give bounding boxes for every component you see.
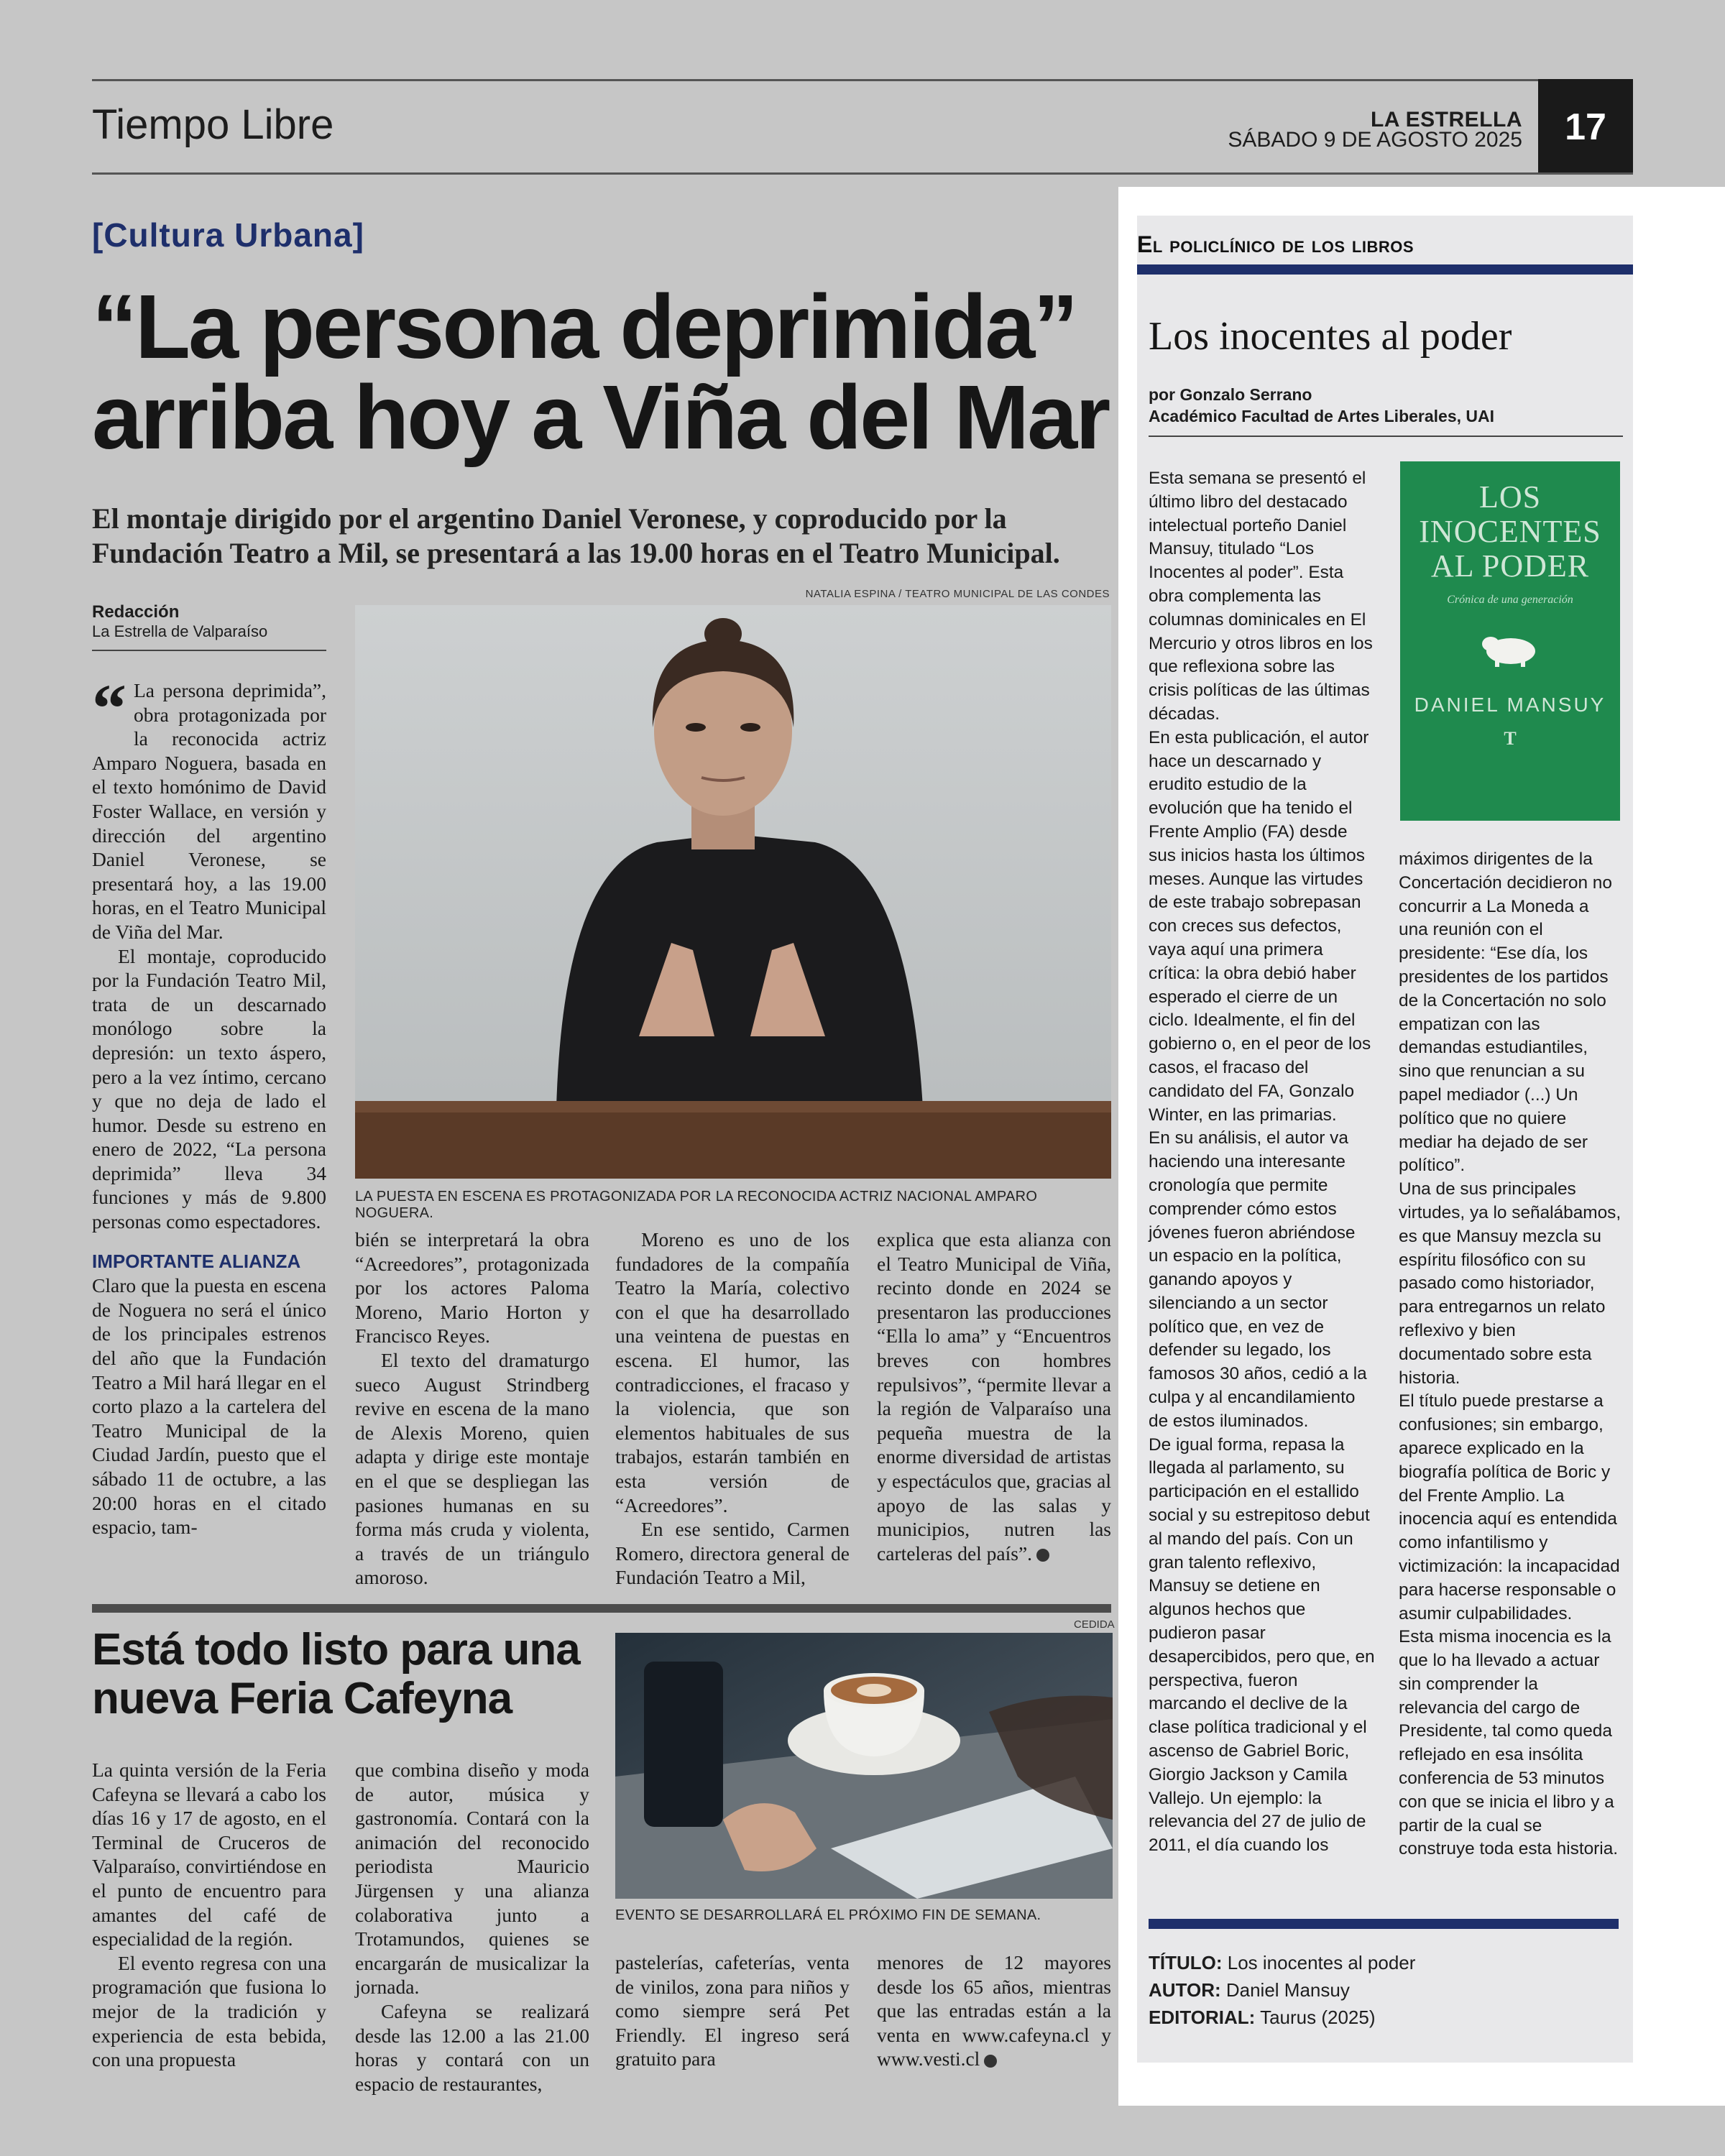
issue-date: SÁBADO 9 DE AGOSTO 2025 (1228, 128, 1522, 152)
coffee-photo (615, 1633, 1113, 1899)
photo-credit: NATALIA ESPINA / TEATRO MUNICIPAL DE LAS CONDES (805, 588, 1110, 600)
paragraph: La persona deprimida”, obra protagonizada por la reconocida actriz Amparo Noguera, basada en el texto homónimo de David Foster Wallace, en versión y dirección del argentino Daniel Veronese, se presentará hoy, a las 19.00 horas, en el Teatro Municipal de Viña del Mar. (92, 679, 326, 943)
byline-rule (92, 650, 326, 651)
book-cover-subtitle: Crónica de una generación (1447, 594, 1573, 606)
info-title-label: TÍTULO: (1149, 1952, 1223, 1973)
review-paragraph: máximos dirigentes de la Concertación decidieron no concurrir a La Moneda a una reunión con el presidente: “Ese día, los presidentes de los partidos de la Concertación no solo empatizan con las demandas estudiantiles, sino que renuncian a su papel mediador (...) Un político que no quiere mediar ha dejado de ser político”. (1399, 849, 1612, 1176)
paragraph: En ese sentido, Carmen Romero, directora general de Fundación Teatro a Mil, (615, 1518, 850, 1589)
header-bottom-rule (92, 172, 1633, 175)
review-paragraph: De igual forma, repasa la llegada al parlamento, su participación en el estallido social y su estrepitoso debut al mando del país. Con un gran talento reflexivo, Mansuy se detiene en algunos hechos que pudieron pasar desapercibidos, pero que, en perspectiva, fueron marcando el declive de la clase política tradicional y el ascenso de Gabriel Boric, Giorgio Jackson y Camila Vallejo. Un ejemplo: la relevancia del 27 de julio de 2011, el día cuando los (1149, 1434, 1375, 1856)
lamb-icon (1478, 628, 1542, 668)
article-kicker: [Cultura Urbana] (92, 216, 364, 254)
review-author: por Gonzalo Serrano (1149, 385, 1312, 404)
review-rule (1149, 436, 1623, 437)
page-number: 17 (1538, 79, 1633, 175)
article-column-4 (877, 1227, 1111, 1565)
info-publisher (1149, 2004, 1375, 2031)
end-mark-icon (984, 2055, 997, 2068)
article-deck: El montaje dirigido por el argentino Daniel Veronese, y coproducido por la Fundación Teatro a Mil, se presentará a las 19.00 horas en el Teatro Municipal. (92, 502, 1060, 569)
info-author (1149, 1976, 1350, 2004)
newspaper-name: LA ESTRELLA (1370, 108, 1522, 132)
paragraph: bién se interpretará la obra “Acreedores”, protagonizada por los actores Paloma Moreno, Mario Horton y Francisco Reyes. (355, 1228, 589, 1348)
actress-photo-illustration (355, 605, 1111, 1179)
info-author-label: AUTOR: (1149, 1979, 1221, 2001)
header-top-rule (92, 79, 1633, 81)
second-headline: Está todo listo para una nueva Feria Cafeyna (92, 1625, 580, 1723)
paragraph: explica que esta alianza con el Teatro Municipal de Viña, recinto donde en 2024 se presentaron las producciones “Ella lo ama” y “Encuentros breves con hombres repulsivos”, “permite llevar a la región de Valparaíso una pequeña muestra de la enorme diversidad de artistas y espectáculos que, gracias al apoyo de las salas y municipios, nutren las carteleras del país”. (877, 1228, 1111, 1565)
subheading: IMPORTANTE ALIANZA (92, 1250, 301, 1272)
second-column-3 (615, 1950, 850, 2071)
paragraph: que combina diseño y moda de autor, música y gastronomía. Contará con la animación del reconocido periodista Mauricio Jürgensen y una alianza colaborativa junto a Trotamundos, quienes se encargarán de musicalizar la jornada. (355, 1759, 589, 1999)
info-title-value: Los inocentes al poder (1227, 1952, 1416, 1973)
review-bottom-bar (1149, 1919, 1619, 1929)
paragraph: El evento regresa con una programación que fusiona lo mejor de la tradición y experiencia de esta bebida, con una propuesta (92, 1951, 326, 2071)
paragraph: Moreno es uno de los fundadores de la compañía Teatro la María, colectivo con el que ha desarrollado una veintena de puestas en escena. El humor, las contradicciones, el fracaso y la violencia, que son elementos habituales de sus trabajos, estarán también en esta versión de “Acreedores”. (615, 1228, 850, 1516)
review-column-left (1149, 467, 1376, 1858)
quote-mark: “ (92, 670, 126, 747)
article-separator (92, 1604, 1111, 1613)
info-publisher-value: Taurus (2025) (1260, 2007, 1376, 2028)
review-title: Los inocentes al poder (1149, 314, 1512, 359)
review-top-bar (1137, 264, 1633, 275)
article-headline (92, 276, 1113, 468)
byline-name: Redacción (92, 602, 180, 622)
review-paragraph: El título puede prestarse a confusiones; sin embargo, aparece explicado en la biografía política de Boric y del Frente Amplio. La inocencia aquí es entendida como infantilismo y victimización: la incapacidad para hacerse responsable o asumir culpabilidades. (1399, 1391, 1620, 1623)
headline-line-2: arriba hoy a Viña del Mar (92, 367, 1109, 468)
review-paragraph: Esta semana se presentó el último libro del destacado intelectual porteño Daniel Mansuy, titulado “Los Inocentes al poder”. Esta obra complementa las columnas dominicales en El Mercurio y otros libros en los que reflexiona sobre las crisis políticas de las últimas décadas. (1149, 469, 1373, 724)
info-title (1149, 1949, 1415, 1976)
paragraph: menores de 12 mayores desde los 65 años, mientras que las entradas están a la venta en www.cafeyna.cl y www.vesti.cl (877, 1951, 1111, 2070)
review-section-label: El policlínico de los libros (1137, 231, 1414, 257)
review-column-right (1399, 848, 1622, 1861)
paragraph: Claro que la puesta en escena de Noguera no será el único de los principales estrenos del año que la Fundación Teatro a Mil hará llegar en el corto plazo a la cartelera del Teatro Municipal de la Ciudad Jardín, puesto que el sábado 11 de octubre, a las 20:00 horas en el citado espacio, tam- (92, 1274, 326, 1539)
review-paragraph: Una de sus principales virtudes, ya lo señalábamos, es que Mansuy mezcla su espíritu filosófico con su pasado como historiador, para entregarnos un relato reflexivo y bien documentado sobre esta historia. (1399, 1179, 1622, 1388)
paragraph: pastelerías, cafeterías, venta de vinilos, zona para niños y como siempre será Pet Friendly. El ingreso será gratuito para (615, 1951, 850, 2070)
article-column-3 (615, 1227, 850, 1590)
book-cover-author: DANIEL MANSUY (1414, 694, 1606, 716)
paragraph: Cafeyna se realizará desde las 12.00 a las 21.00 horas y contará con un espacio de restaurantes, (355, 1999, 589, 2095)
review-affiliation: Académico Facultad de Artes Liberales, UAI (1149, 407, 1495, 425)
second-photo-credit: CEDIDA (1074, 1618, 1115, 1631)
paragraph: El montaje, coproducido por la Fundación Teatro Mil, trata de un descarnado monólogo sobre la depresión: un texto áspero, pero a la vez íntimo, cercano y que no deja de lado el humor. Desde su estreno en enero de 2022, “La persona deprimida” lleva 34 funciones y más de 9.800 personas como espectadores. (92, 944, 326, 1233)
byline-org: La Estrella de Valparaíso (92, 622, 268, 640)
paragraph: La quinta versión de la Feria Cafeyna se llevará a cabo los días 16 y 17 de agosto, en el Terminal de Cruceros de Valparaíso, convirtiéndose en el punto de encuentro para amantes del café de especialidad de la región. (92, 1759, 326, 1950)
headline-line-1: “La persona deprimida” (92, 276, 1077, 377)
paragraph: El texto del dramaturgo sueco August Strindberg revive en escena de la mano de Alexis Moreno, quien adapta y dirige este montaje en el que se despliegan las pasiones humanas en su forma más cruda y violenta, a través de un triángulo amoroso. (355, 1348, 589, 1589)
coffee-photo-illustration (615, 1633, 1113, 1899)
article-column-1 (92, 670, 326, 1539)
book-cover (1400, 461, 1620, 821)
article-column-2 (355, 1227, 589, 1590)
actress-photo (355, 605, 1111, 1179)
info-publisher-label: EDITORIAL: (1149, 2007, 1256, 2028)
publisher-logo-icon: T (1504, 728, 1517, 749)
review-paragraph: En esta publicación, el autor hace un descarnado y erudito estudio de la evolución que ha tenido el Frente Amplio (FA) desde sus inicios hasta los últimos meses. Aunque las virtudes de este trabajo sobrepasan con creces sus defectos, vaya aquí una primera crítica: la obra debió haber esperado el cierre de un ciclo. Idealmente, el fin del gobierno o, en el peor de los casos, el fracaso del candidato del FA, Gonzalo Winter, en las primarias. (1149, 727, 1371, 1125)
end-mark-icon (1036, 1549, 1049, 1562)
second-photo-caption: EVENTO SE DESARROLLARÁ EL PRÓXIMO FIN DE SEMANA. (615, 1907, 1041, 1923)
second-column-4 (877, 1950, 1111, 2071)
info-author-value: Daniel Mansuy (1225, 1979, 1350, 2001)
book-cover-title: LOS INOCENTES AL PODER (1419, 479, 1601, 584)
photo-caption: LA PUESTA EN ESCENA ES PROTAGONIZADA POR LA RECONOCIDA ACTRIZ NACIONAL AMPARO NOGUERA. (355, 1189, 1038, 1221)
review-paragraph: En su análisis, el autor va haciendo una interesante cronología que permite comprender cómo estos jóvenes fueron abriéndose un espacio en la política, ganando apoyos y silenciando a un sector político que, en vez de defender su legado, los famosos 30 años, cedió a la culpa y al encandilamiento de estos iluminados. (1149, 1128, 1367, 1431)
section-name: Tiempo Libre (92, 101, 334, 148)
review-paragraph: Esta misma inocencia es la que lo ha llevado a actuar sin comprender la relevancia del cargo de Presidente, tal como queda reflejado en esa insólita conferencia de 53 minutos con que se inicia el libro y a partir de la cual se construye toda esta historia. (1399, 1627, 1619, 1859)
second-column-1 (92, 1758, 326, 2072)
second-column-2 (355, 1758, 589, 2096)
